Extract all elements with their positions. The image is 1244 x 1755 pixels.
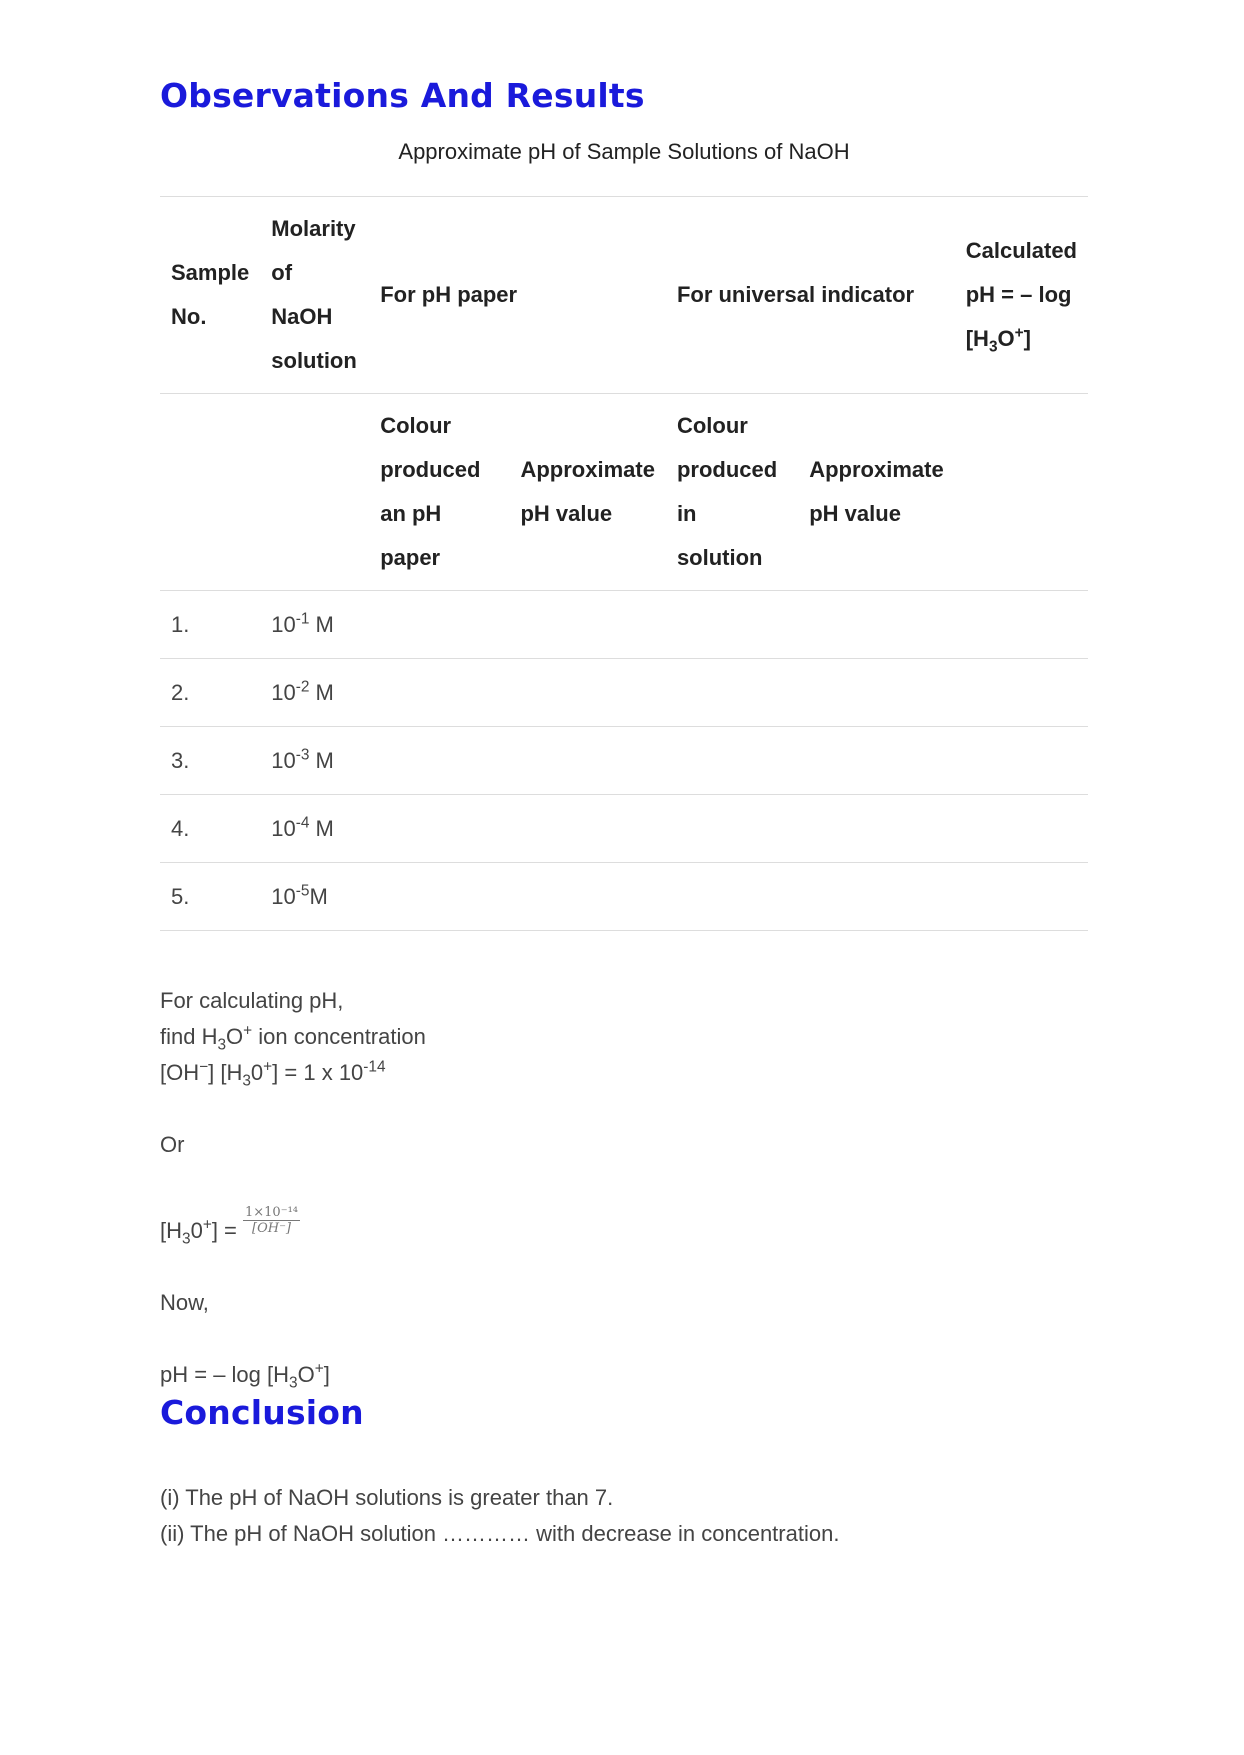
equation-line	[160, 1205, 1088, 1249]
cell-molarity	[260, 727, 369, 795]
molarity-base: 10	[271, 884, 296, 909]
fraction-denominator: [OH⁻]	[252, 1221, 291, 1236]
header-calculated-ph	[955, 197, 1088, 394]
calc-prefix: Calculated pH = – log [H	[965, 238, 1077, 351]
cell-empty	[666, 863, 798, 931]
subscript: 3	[182, 1230, 191, 1248]
text: ]	[323, 1362, 330, 1387]
text: [OH	[160, 1060, 200, 1085]
calc-sub: 3	[988, 338, 998, 356]
molarity-base: 10	[271, 680, 296, 705]
header-universal-indicator: For universal indicator	[666, 197, 955, 394]
cell-empty	[509, 591, 665, 659]
molarity-unit: M	[309, 816, 334, 841]
header-colour-solution: Colour produced in solution	[666, 394, 798, 591]
cell-empty	[666, 659, 798, 727]
header-ph-paper: For pH paper	[369, 197, 666, 394]
table-header-row-1	[160, 197, 1088, 394]
superscript: −	[199, 1058, 209, 1076]
molarity-exp: -4	[295, 814, 310, 832]
molarity-unit: M	[309, 612, 334, 637]
cell-empty	[509, 795, 665, 863]
cell-empty	[798, 727, 955, 795]
superscript: -14	[363, 1058, 386, 1076]
header-colour-paper: Colour produced an pH paper	[369, 394, 509, 591]
text: find H	[160, 1024, 218, 1049]
cell-empty	[369, 591, 509, 659]
cell-empty	[798, 591, 955, 659]
text: ion concentration	[252, 1024, 426, 1049]
spacer	[160, 1091, 1088, 1127]
calc-end: ]	[1023, 326, 1031, 351]
cell-empty	[955, 727, 1088, 795]
cell-sample-no: 3.	[160, 727, 260, 795]
conclusion-item-2: (ii) The pH of NaOH solution ………… with decrease in concentration.	[160, 1521, 840, 1546]
heading-conclusion: Conclusion	[160, 1393, 364, 1432]
fraction-numerator: 1×10⁻¹⁴	[245, 1205, 298, 1220]
spacer	[160, 1321, 1088, 1357]
now-text: Now,	[160, 1290, 209, 1315]
cell-empty	[666, 591, 798, 659]
superscript: +	[314, 1360, 324, 1378]
calc-sup: +	[1014, 324, 1024, 342]
table-caption: Approximate pH of Sample Solutions of NaOH	[398, 139, 850, 164]
text: ] =	[211, 1218, 243, 1243]
superscript: +	[263, 1058, 273, 1076]
cell-empty	[798, 863, 955, 931]
cell-empty	[798, 795, 955, 863]
header-sample-no: Sample No.	[160, 197, 260, 394]
calc-line-3	[160, 1055, 1088, 1091]
cell-empty	[369, 659, 509, 727]
conclusion-block	[160, 1480, 1088, 1552]
molarity-base: 10	[271, 816, 296, 841]
text: ] = 1 x 10	[272, 1060, 364, 1085]
molarity-unit: M	[309, 884, 328, 909]
cell-empty	[369, 863, 509, 931]
cell-empty	[369, 795, 509, 863]
cell-molarity	[260, 863, 369, 931]
cell-empty	[509, 727, 665, 795]
subscript: 3	[242, 1072, 251, 1090]
subscript: 3	[289, 1374, 298, 1392]
fraction	[243, 1205, 300, 1236]
cell-empty	[666, 795, 798, 863]
molarity-unit: M	[309, 680, 334, 705]
text: O	[226, 1024, 244, 1049]
calculation-block	[160, 983, 1088, 1393]
subscript: 3	[217, 1036, 227, 1054]
header-empty-7	[955, 394, 1088, 591]
cell-molarity	[260, 659, 369, 727]
table-row	[160, 659, 1088, 727]
superscript: +	[243, 1022, 253, 1040]
cell-molarity	[260, 591, 369, 659]
conclusion-item-1: (i) The pH of NaOH solutions is greater than 7.	[160, 1485, 614, 1510]
cell-sample-no: 1.	[160, 591, 260, 659]
header-approx-paper: Approximate pH value	[509, 394, 665, 591]
cell-empty	[955, 863, 1088, 931]
calc-line-2	[160, 1019, 1088, 1055]
molarity-base: 10	[271, 612, 296, 637]
header-molarity: Molarity of NaOH solution	[260, 197, 369, 394]
text: 0	[190, 1218, 203, 1243]
cell-empty	[798, 659, 955, 727]
text: ] [H	[208, 1060, 243, 1085]
molarity-unit: M	[309, 748, 334, 773]
ph-formula	[160, 1357, 1088, 1393]
table-row	[160, 591, 1088, 659]
text: O	[297, 1362, 315, 1387]
cell-empty	[955, 591, 1088, 659]
molarity-exp: -2	[295, 678, 310, 696]
table-header-row-2	[160, 394, 1088, 591]
cell-empty	[955, 659, 1088, 727]
header-approx-solution: Approximate pH value	[798, 394, 955, 591]
results-table	[160, 196, 1088, 931]
molarity-base: 10	[271, 748, 296, 773]
molarity-exp: -3	[295, 746, 310, 764]
cell-molarity	[260, 795, 369, 863]
table-row	[160, 727, 1088, 795]
cell-sample-no: 5.	[160, 863, 260, 931]
superscript: +	[202, 1216, 212, 1234]
cell-empty	[666, 727, 798, 795]
text: 0	[250, 1060, 264, 1085]
text: [H	[160, 1218, 182, 1243]
cell-empty	[509, 863, 665, 931]
spacer	[160, 1163, 1088, 1199]
document-page	[160, 76, 1088, 1552]
text: pH = – log [H	[160, 1362, 290, 1387]
calc-line-1: For calculating pH,	[160, 988, 344, 1013]
or-text: Or	[160, 1132, 185, 1157]
table-row	[160, 863, 1088, 931]
cell-sample-no: 2.	[160, 659, 260, 727]
cell-empty	[955, 795, 1088, 863]
cell-sample-no: 4.	[160, 795, 260, 863]
cell-empty	[369, 727, 509, 795]
cell-empty	[509, 659, 665, 727]
spacer	[160, 1249, 1088, 1285]
molarity-exp: -5	[295, 882, 310, 900]
heading-observations: Observations And Results	[160, 76, 645, 115]
table-row	[160, 795, 1088, 863]
calc-mid: O	[997, 326, 1015, 351]
molarity-exp: -1	[295, 610, 310, 628]
header-empty-1	[160, 394, 260, 591]
header-empty-2	[260, 394, 369, 591]
